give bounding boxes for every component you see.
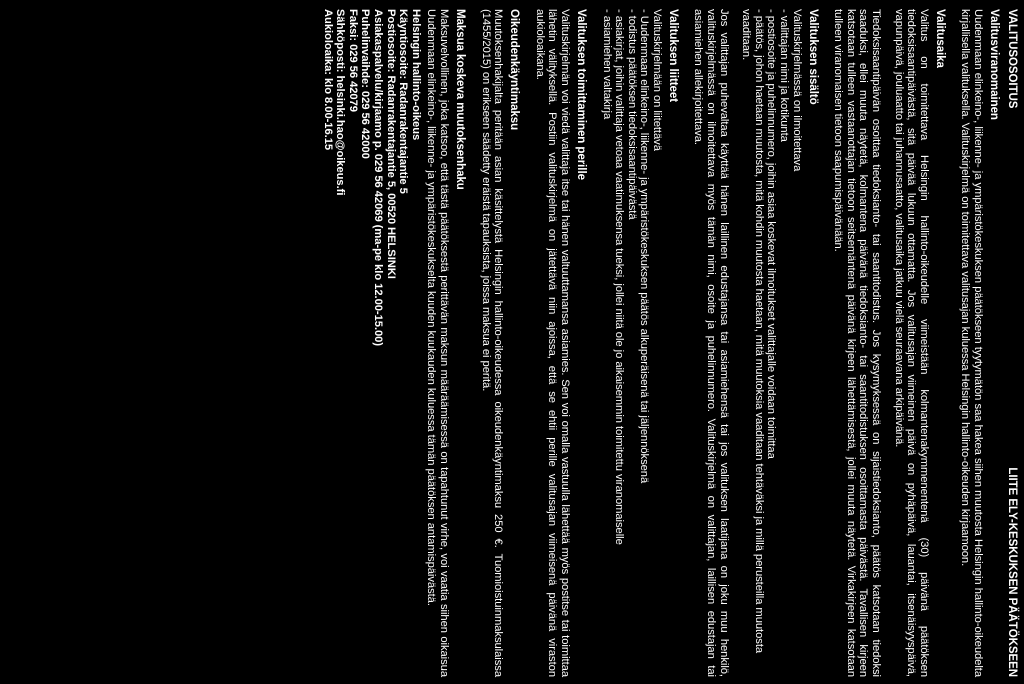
page-header — [1004, 9, 1018, 677]
contact-line: Postiosoite: Radanrakentajantie 5, 00520 HELSINKI — [384, 9, 397, 279]
section-heading: Valituksen sisältö — [806, 9, 819, 105]
section-text: Jos valittajan puhevaltaa käyttää hänen laillinen edustajansa tai asiamiehensä tai jos valituksen laatijana on joku muu henkilö, valituskirjelmässä on ilmoitettava myös tämän nimi, osoite ja puhelinnumero. Valituskirjelmä on valittajan, laillisen edustajan tai asiamiehen allekirjoitettava. — [692, 9, 730, 677]
section-maksu — [479, 9, 520, 677]
section-text: Muutoksenhakijalta peritään asian käsittelystä Helsingin hallinto-oikeudessa oikeudenkäyntimaksu 250 €. Tuomioistuinmaksulaissa (1455/2015) on erikseen säädetty eräistä tapauksista, joissa maksua ei peritä. — [479, 9, 505, 677]
list-item: - asiakirjat, joihin valittaja vetoaa vaatimuksensa tueksi, jollei niitä ole jo aikaisemmin toimitettu viranomaiselle — [613, 9, 626, 545]
contact-line: Faksi: 029 56 42079 — [346, 9, 359, 112]
section-heading: Valitusviranomainen — [988, 9, 1000, 120]
section-liitteet — [600, 9, 679, 677]
contact-line: Käyntiosoite: Radanrakentajantie 5 — [397, 9, 410, 194]
list-item: - päätös, johon haetaan muutosta, mitä kohdin muutosta haetaan, mitä muutoksia vaaditaan tehtäväksi ja millä perusteilla muutosta vaaditaan. — [740, 9, 765, 654]
header-appendix: LIITE ELY-KESKUKSEN PÄÄTÖKSEEN — [1006, 467, 1018, 677]
contact-block — [321, 9, 422, 677]
section-valitusaika — [832, 9, 946, 677]
list-item: - todistus päätöksen tiedoksisaantipäivästä — [625, 9, 638, 220]
section-text: Valitus on toimitettava Helsingin hallinto-oikeudelle viimeistään kolmantenakymmenentenä (30) päivänä päätöksen tiedoksisaantipäivästä, sitä päivää lukuun ottamatta. Jos valitusajan viimeinen päivä on pyhäpäivä, lauantai, itsenäisyyspäivä, vapunpäivä, jouluaatto tai juhannusaatto, valitusaika jatkuu vielä seuraavana arkipäivänä. — [892, 9, 930, 677]
list-item: - postiosoite ja puhelinnumero, joihin asiaa koskevat ilmoitukset valittajalle voidaan toimittaa — [765, 9, 778, 459]
section-text: Maksuvelvollinen, joka katsoo, että tästä päätöksestä perittävän maksun määräämisessä on tapahtunut virhe, voi vaatia siihen oikaisua Uudenmaan elinkeino-, liikenne- ja ympäristökeskukselta kuuden kuukauden kuluessa tämän päätöksen antamispäivästä. — [425, 9, 450, 677]
attachments-list — [600, 9, 650, 677]
section-heading: Valitusaika — [933, 9, 946, 68]
contact-line: Puhelinvaihde: 029 56 42000 — [359, 9, 372, 159]
section-maksumuutos — [425, 9, 466, 677]
section-text: Valituskirjelmässä on ilmoitettava — [790, 9, 803, 172]
requirements-list — [740, 9, 790, 677]
section-text: Tiedoksisaantipäivän osoittaa tiedoksianto- tai saantitodistus. Jos kysymyksessä on sijaistiedoksianto, päätös katsotaan tiedoksi saaduksi, ellei muuta näytetä, kolmantena päivänä tiedoksianto- tai saantitodistuksen osoittamasta päivästä. Tavallisen kirjeen katsotaan tulleen vastaanottajan tietoon seitsemäntenä päivänä kirjeen lähettämisestä, jollei muuta näytetä. Virkakirjeen katsotaan tulleen viranomaisen tietoon saapumispäivänään. — [832, 9, 883, 677]
section-text: Valituskirjelmän voi viedä valittaja itse tai hänen valtuuttamansa asiamies. Sen voi omalla vastuulla lähettää myös postitse tai toimittaa lähetin välityksellä. Postiin valituskirjelmä on jätettävä niin ajoissa, että se ehtii perille valitusajan viimeisenä päivänä viraston aukioloaikana. — [533, 9, 571, 677]
contact-line: Helsingin hallinto-oikeus — [409, 9, 422, 141]
section-perille — [533, 9, 587, 677]
section-heading: Maksua koskeva muutoksenhaku — [453, 9, 466, 190]
list-item: - valittajan nimi ja kotikunta — [778, 9, 791, 142]
document-body — [321, 9, 1018, 677]
section-sisalto — [692, 9, 819, 677]
section-heading: Valituksen liitteet — [666, 9, 679, 102]
contact-email[interactable]: Sähköposti: helsinki.hao@oikeus.fi — [334, 9, 347, 196]
header-title: VALITUSOSOITUS — [1006, 9, 1018, 109]
section-viranomainen — [959, 9, 1000, 677]
list-item: - asiamiehen valtakirja — [600, 9, 613, 120]
section-text: Valituskirjelmään on liitettävä — [650, 9, 663, 151]
contact-line: Asiakaspalvelu/kirjaamo p. 029 56 42069 (ma-pe klo 12.00-15.00) — [372, 9, 384, 347]
section-heading: Valituksen toimittaminen perille — [574, 9, 587, 180]
section-text: Uudenmaan elinkeino-, liikenne- ja ympäristökeskuksen päätökseen tyytymätön saa hakea siihen muutosta Helsingin hallinto-oikeudelta kirjallisella valituksella. Valituskirjelmä on toimitettava valitusajan kuluessa Helsingin hallinto-oikeuden kirjaamoon. — [959, 9, 984, 677]
contact-line: Aukioloaika: klo 8.00-16.15 — [321, 9, 334, 151]
section-heading: Oikeudenkäyntimaksu — [508, 9, 521, 131]
list-item: - Uudenmaan elinkeino-, liikenne- ja ympäristökeskuksen päätös alkuperäisenä tai jäljennöksenä — [638, 9, 651, 484]
